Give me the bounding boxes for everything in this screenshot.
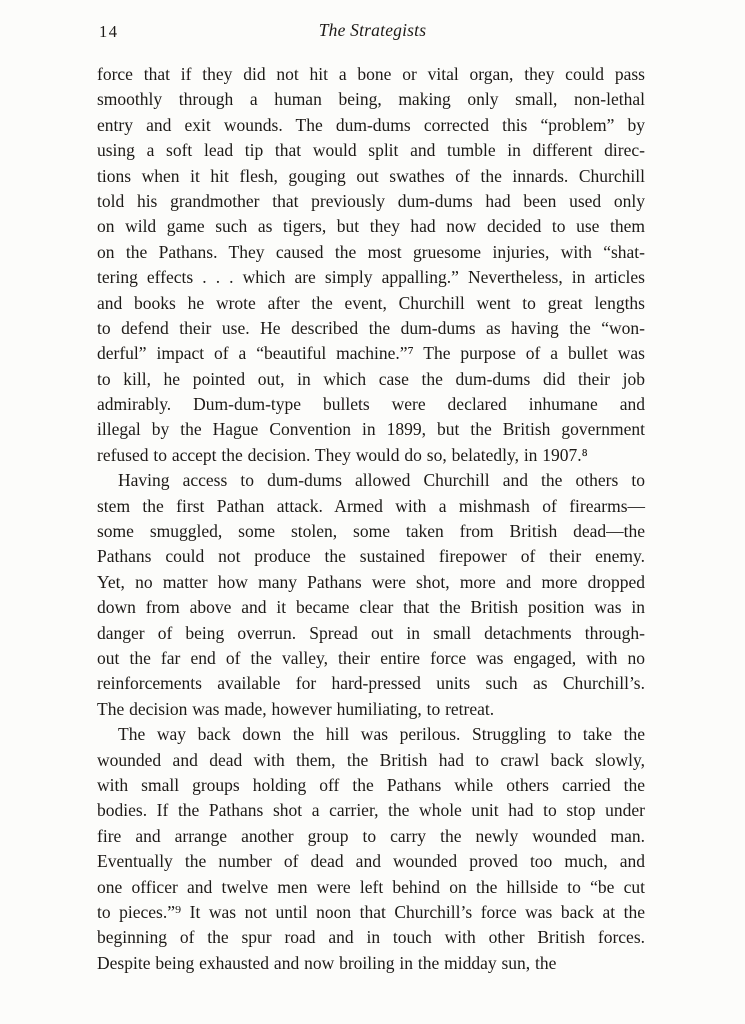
- text-line: tering effects . . . which are simply appalling.” Nevertheless, in articles: [97, 267, 645, 288]
- text-line: admirably. Dum-dum-type bullets were declared inhumane and: [97, 394, 645, 415]
- text-line: using a soft lead tip that would split and tumble in different direc-: [97, 140, 645, 161]
- text-line: tions when it hit flesh, gouging out swathes of the innards. Churchill: [97, 165, 645, 186]
- text-block: [97, 62, 645, 976]
- text-line: with small groups holding off the Pathans while others carried the: [97, 774, 645, 795]
- running-title: The Strategists: [318, 20, 427, 40]
- text-line: to defend their use. He described the dum-dums as having the “won-: [97, 317, 645, 338]
- text-line: derful” impact of a “beautiful machine.”⁷ The purpose of a bullet was: [97, 343, 645, 364]
- text-line: bodies. If the Pathans shot a carrier, the whole unit had to stop under: [97, 800, 645, 821]
- running-head: [0, 20, 745, 46]
- text-line: told his grandmother that previously dum-dums had been used only: [97, 190, 645, 211]
- text-line: to kill, he pointed out, in which case the dum-dums did their job: [97, 368, 645, 389]
- text-line: fire and arrange another group to carry the newly wounded man.: [97, 825, 645, 846]
- text-line: Having access to dum-dums allowed Churchill and the others to: [118, 470, 645, 491]
- text-line: Yet, no matter how many Pathans were shot, more and more dropped: [97, 571, 645, 592]
- text-line: refused to accept the decision. They would do so, belatedly, in 1907.⁸: [97, 444, 588, 465]
- text-line: to pieces.”⁹ It was not until noon that Churchill’s force was back at the: [97, 901, 645, 922]
- text-line: entry and exit wounds. The dum-dums corrected this “problem” by: [97, 114, 645, 135]
- text-line: The way back down the hill was perilous. Struggling to take the: [118, 724, 645, 745]
- text-line: Despite being exhausted and now broiling in the midday sun, the: [97, 952, 557, 973]
- text-line: on the Pathans. They caused the most gruesome injuries, with “shat-: [97, 241, 645, 262]
- text-line: out the far end of the valley, their entire force was engaged, with no: [97, 647, 645, 668]
- text-line: stem the first Pathan attack. Armed with a mishmash of firearms—: [97, 495, 645, 516]
- text-line: Pathans could not produce the sustained firepower of their enemy.: [97, 546, 645, 567]
- text-line: beginning of the spur road and in touch with other British forces.: [97, 927, 645, 948]
- text-line: some smuggled, some stolen, some taken from British dead—the: [97, 521, 645, 542]
- text-line: and books he wrote after the event, Churchill went to great lengths: [97, 292, 645, 313]
- text-line: smoothly through a human being, making only small, non-lethal: [97, 89, 645, 110]
- text-line: The decision was made, however humiliating, to retreat.: [97, 698, 495, 719]
- text-line: on wild game such as tigers, but they had now decided to use them: [97, 216, 645, 237]
- text-line: force that if they did not hit a bone or vital organ, they could pass: [97, 64, 645, 84]
- text-line: wounded and dead with them, the British had to crawl back slowly,: [97, 749, 645, 770]
- page-number: 14: [99, 22, 119, 41]
- text-line: illegal by the Hague Convention in 1899, but the British government: [97, 419, 645, 440]
- text-line: Eventually the number of dead and wounded proved too much, and: [97, 851, 645, 872]
- text-line: danger of being overrun. Spread out in small detachments through-: [97, 622, 645, 643]
- text-line: one officer and twelve men were left behind on the hillside to “be cut: [97, 876, 645, 897]
- text-line: reinforcements available for hard-pressed units such as Churchill’s.: [97, 673, 645, 694]
- text-line: down from above and it became clear that the British position was in: [97, 597, 645, 618]
